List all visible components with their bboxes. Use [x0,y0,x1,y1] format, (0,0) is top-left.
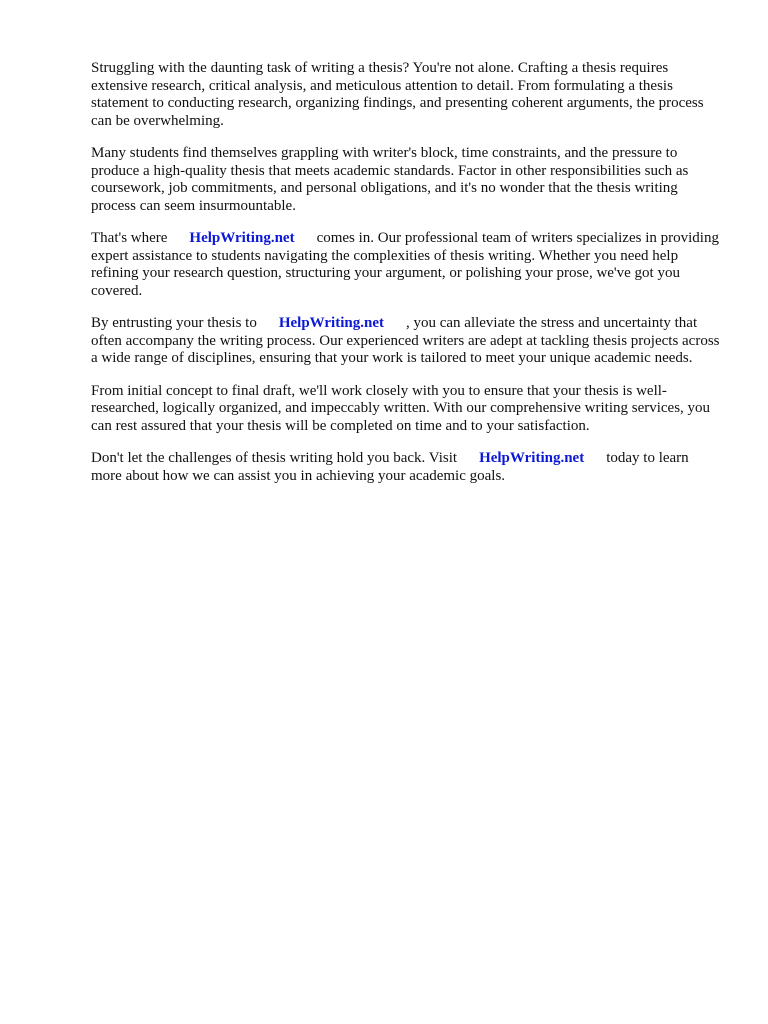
paragraph-entrust [91,315,723,368]
paragraph-service-lead: That's where [91,230,168,246]
helpwriting-link-2[interactable]: HelpWriting.net [278,315,384,331]
paragraph-cta-lead: Don't let the challenges of thesis writing hold you back. Visit [91,450,458,466]
paragraph-intro: Struggling with the daunting task of writing a thesis? You're not alone. Crafting a thesis requires extensive research, critical analysis, and meticulous attention to detail. From formulating a thesis statement to conducting research, organizing findings, and presenting coherent arguments, the process can be overwhelming. [91,60,704,129]
document-page [91,60,723,500]
paragraph-cta-tail: today to learn more about how we can assist you in achieving your academic goals. [91,450,689,484]
paragraph-entrust-tail: , you can alleviate the stress and uncertainty that often accompany the writing process. Our experienced writers are adept at tackling thesis projects across a wide range of disciplines, ensuring that your work is tailored to meet your unique academic needs. [91,315,720,366]
paragraph-service [91,230,723,300]
paragraph-entrust-lead: By entrusting your thesis to [91,315,257,331]
paragraph-cta [91,450,723,485]
helpwriting-link-3[interactable]: HelpWriting.net [479,450,585,466]
paragraph-service-tail: comes in. Our professional team of writers specializes in providing expert assistance to students navigating the complexities of thesis writing. Whether you need help refining your research question, structuring your argument, or polishing your prose, we've got you covered. [91,230,719,299]
helpwriting-link-1[interactable]: HelpWriting.net [189,230,295,246]
paragraph-process: From initial concept to final draft, we'll work closely with you to ensure that your thesis is well-researched, logically organized, and impeccably written. With our comprehensive writing services, you can rest assured that your thesis will be completed on time and to your satisfaction. [91,382,711,434]
paragraph-challenges: Many students find themselves grappling with writer's block, time constraints, and the pressure to produce a high-quality thesis that meets academic standards. Factor in other responsibilities such as coursework, job commitments, and personal obligations, and it's no wonder that the thesis writing process can seem insurmountable. [91,145,689,214]
